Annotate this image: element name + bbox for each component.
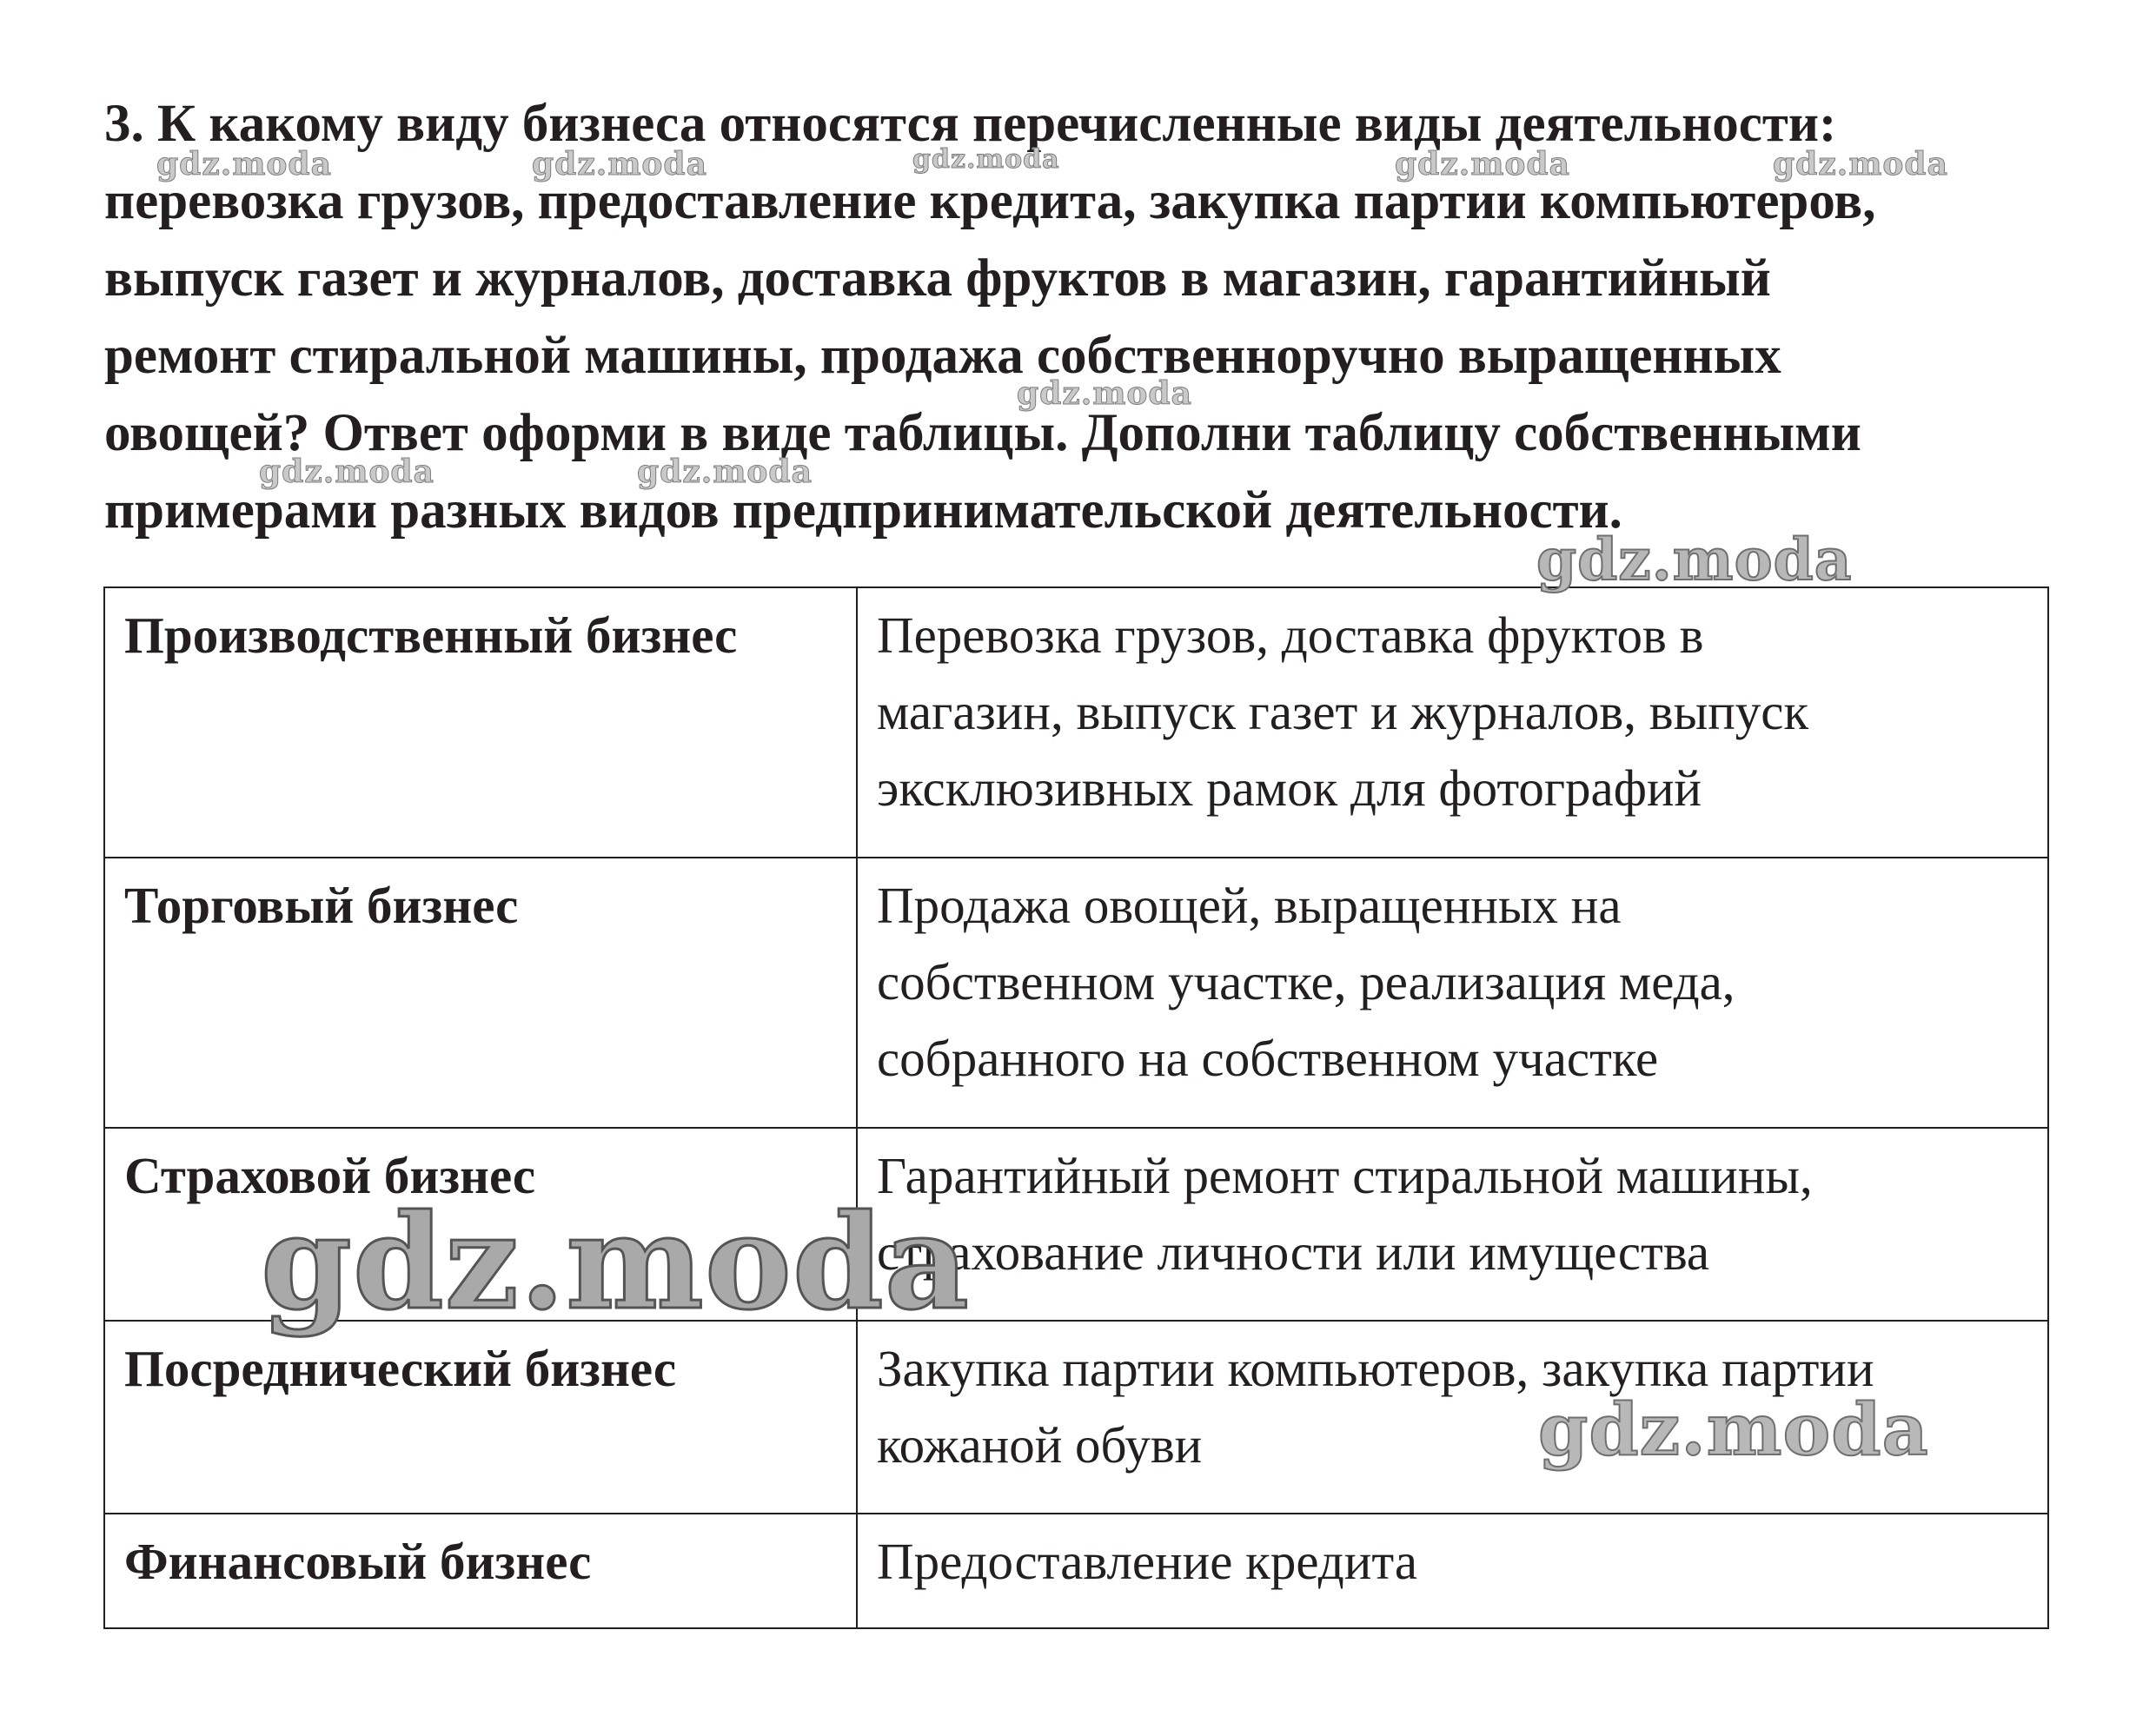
business-type-cell: Финансовый бизнес bbox=[104, 1514, 857, 1628]
example-line: собранного на собственном участке bbox=[877, 1030, 1659, 1087]
watermark: gdz.moda bbox=[156, 146, 332, 182]
task-line: ремонт стиральной машины, продажа собственноручно выращенных bbox=[104, 327, 1781, 385]
example-line: собственном участке, реализация меда, bbox=[877, 953, 1735, 1010]
business-examples-cell bbox=[857, 587, 2048, 858]
watermark: gdz.moda bbox=[1536, 526, 1853, 593]
watermark: gdz.moda bbox=[1538, 1388, 1929, 1472]
example-line: эксклюзивных рамок для фотографий bbox=[877, 759, 1702, 817]
business-type-cell: Страховой бизнес bbox=[104, 1128, 857, 1321]
watermark: gdz.moda bbox=[1773, 146, 1948, 182]
watermark: gdz.moda bbox=[912, 144, 1060, 175]
task-line: выпуск газет и журналов, доставка фруктов в магазин, гарантийный bbox=[104, 249, 1771, 308]
business-examples-cell bbox=[857, 858, 2048, 1128]
watermark: gdz.moda bbox=[259, 454, 435, 490]
example-line: страхование личности или имущества bbox=[877, 1223, 1710, 1281]
task-line: перевозка грузов, предоставление кредита, закупка партии компьютеров, bbox=[104, 172, 1876, 230]
watermark: gdz.moda bbox=[1017, 375, 1192, 412]
business-type-cell: Производственный бизнес bbox=[104, 587, 857, 858]
table-row bbox=[104, 1514, 2048, 1628]
watermark: gdz.moda bbox=[1395, 146, 1570, 182]
business-examples-cell bbox=[857, 1514, 2048, 1628]
example-line: кожаной обуви bbox=[877, 1416, 1203, 1474]
watermark: gdz.moda bbox=[532, 146, 707, 182]
watermark: gdz.moda bbox=[637, 454, 813, 490]
table-row bbox=[104, 587, 2048, 858]
example-line: Закупка партии компьютеров, закупка партии bbox=[877, 1340, 1874, 1397]
task-line: 3. К какому виду бизнеса относятся перечисленные виды деятельности: bbox=[104, 95, 1837, 153]
task-line: примерами разных видов предпринимательской деятельности. bbox=[104, 481, 1622, 540]
table-row bbox=[104, 858, 2048, 1128]
business-type-cell: Посреднический бизнес bbox=[104, 1321, 857, 1514]
business-types-table bbox=[103, 586, 2049, 1629]
business-examples-cell bbox=[857, 1128, 2048, 1321]
business-type-cell: Торговый бизнес bbox=[104, 858, 857, 1128]
example-line: Гарантийный ремонт стиральной машины, bbox=[877, 1147, 1813, 1204]
watermark: gdz.moda bbox=[261, 1186, 971, 1339]
example-line: Перевозка грузов, доставка фруктов в bbox=[877, 606, 1704, 664]
example-line: магазин, выпуск газет и журналов, выпуск bbox=[877, 683, 1809, 740]
task-line: овощей? Ответ оформи в виде таблицы. Дополни таблицу собственными bbox=[104, 404, 1861, 462]
example-line: Предоставление кредита bbox=[877, 1533, 1418, 1590]
example-line: Продажа овощей, выращенных на bbox=[877, 877, 1622, 934]
